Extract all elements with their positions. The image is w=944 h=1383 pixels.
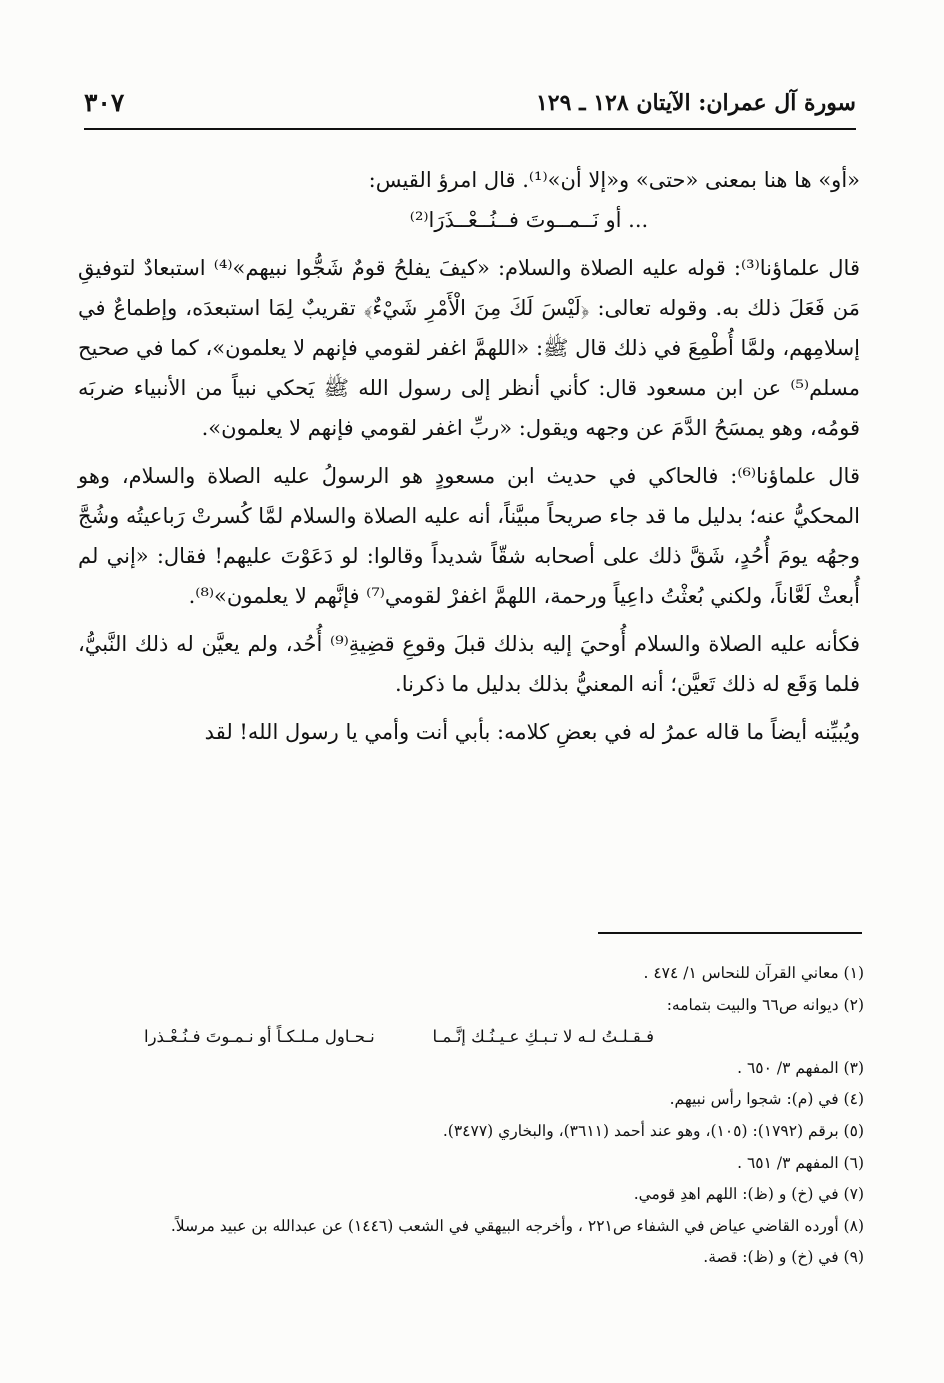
hemistich-second: نـحـاول مـلـكـاً أو نـمـوتَ فـنُـعْـذرا	[144, 1027, 375, 1047]
paragraph-3: قال علماؤنا⁽⁶⁾: فالحاكي في حديث ابن مسعودٍ هو الرسولُ عليه الصلاة والسلام، وهو المحكيُّ عنه؛ بدليل ما قد جاء صريحاً مبيَّناً، أنه عليه الصلاة والسلام لمَّا كُسرتْ رَباعيتُه وشُجَّ وجهُه يومَ أُحُدٍ، شَقَّ ذلك على أصحابه شقّاً شديداً وقالوا: لو دَعَوْتَ عليهم! فقال: «إني لم أُبعثْ لَعَّاناً، ولكني بُعثْتُ داعِياً ورحمة، اللهمَّ اغفرْ لقومي⁽⁷⁾ فإنَّهم لا يعلمون»⁽⁸⁾.	[78, 464, 860, 608]
footnote-6: (٦) المفهم ٣/ ٦٥١ .	[737, 1153, 864, 1172]
footnote-separator	[598, 932, 862, 934]
footnote-7: (٧) في (خ) و (ظ): اللهم اهدِ قومي.	[633, 1185, 864, 1204]
page-number: ٣٠٧	[84, 88, 125, 117]
footnote-1: (١) معاني القرآن للنحاس ١/ ٤٧٤ .	[643, 964, 864, 982]
footnote-4: (٤) في (م): شجوا رأس نبيهم.	[669, 1090, 864, 1109]
footnote-5: (٥) برقم (١٧٩٢): (١٠٥)، وهو عند أحمد (٣٦١١)، والبخاري (٣٤٧٧).	[442, 1121, 864, 1140]
surah-title: سورة آل عمران: الآيتان ١٢٨ ـ ١٢٩	[535, 90, 856, 116]
footnote-3: (٣) المفهم ٣/ ٦٥٠ .	[737, 1058, 864, 1077]
paragraph-2: قال علماؤنا⁽³⁾: قوله عليه الصلاة والسلام: «كيفَ يفلحُ قومٌ شَجُّوا نبيهم»⁽⁴⁾ استبعادٌ لتوفيقِ مَن فَعَلَ ذلك به. وقوله تعالى: ﴿لَيْسَ لَكَ مِنَ الْأَمْرِ شَيْءٌ﴾ تقريبٌ لِمَا استبعدَه، وإطماعٌ في إسلامِهم، ولمَّا أُطْمِعَ في ذلك قال ﷺ: «اللهمَّ اغفر لقومي فإنهم لا يعلمون»، كما في صحيح مسلم⁽⁵⁾ عن ابن مسعود قال: كأني أنظر إلى رسول الله ﷺ يَحكي نبياً من الأنبياء ضربَه قومُه، وهو يمسَحُ الدَّمَ عن وجهه ويقول: «ربِّ اغفر لقومي فإنهم لا يعلمون».	[78, 256, 860, 440]
footnote-8: (٨) أورده القاضي عياض في الشفاء ص٢٢١ ، وأخرجه البيهقي في الشعب (١٤٤٦) عن عبدالله بن عبيد مرسلاً.	[170, 1216, 864, 1235]
paragraph-4: فكأنه عليه الصلاة والسلام أُوحيَ إليه بذلك قبلَ وقوعِ قضِيةِ⁽⁹⁾ أُحُد، ولم يعيَّن له ذلك النَّبيُّ، فلما وَقَع له ذلك تَعيَّن؛ أنه المعنيُّ بذلك بدليل ما ذكرنا.	[78, 632, 860, 696]
hemistich-first: فـقـلـتُ لـه لا تـبـكِ عـيـنُـك إنَّـمـا	[432, 1027, 654, 1047]
footnote-2-verse	[84, 1021, 864, 1053]
footnotes	[84, 958, 864, 1274]
paragraph-5: ويُبيِّنه أيضاً ما قاله عمرُ له في بعضِ كلامه: بأبي أنت وأمي يا رسول الله! لقد	[204, 720, 860, 744]
footnote-9: (٩) في (خ) و (ظ): قصة.	[703, 1248, 864, 1267]
running-header	[84, 88, 856, 130]
paragraph-1: «أو» ها هنا بمعنى «حتى» و«إلا أن»⁽¹⁾. قال امرؤ القيس:	[368, 168, 860, 192]
main-text	[78, 160, 860, 752]
footnote-2: (٢) ديوانه ص٦٦ والبيت بتمامه:	[666, 995, 864, 1014]
poetry-verse: ... أو نَــمــوتَ فــنُــعْــذَرَا⁽²⁾	[409, 208, 649, 232]
